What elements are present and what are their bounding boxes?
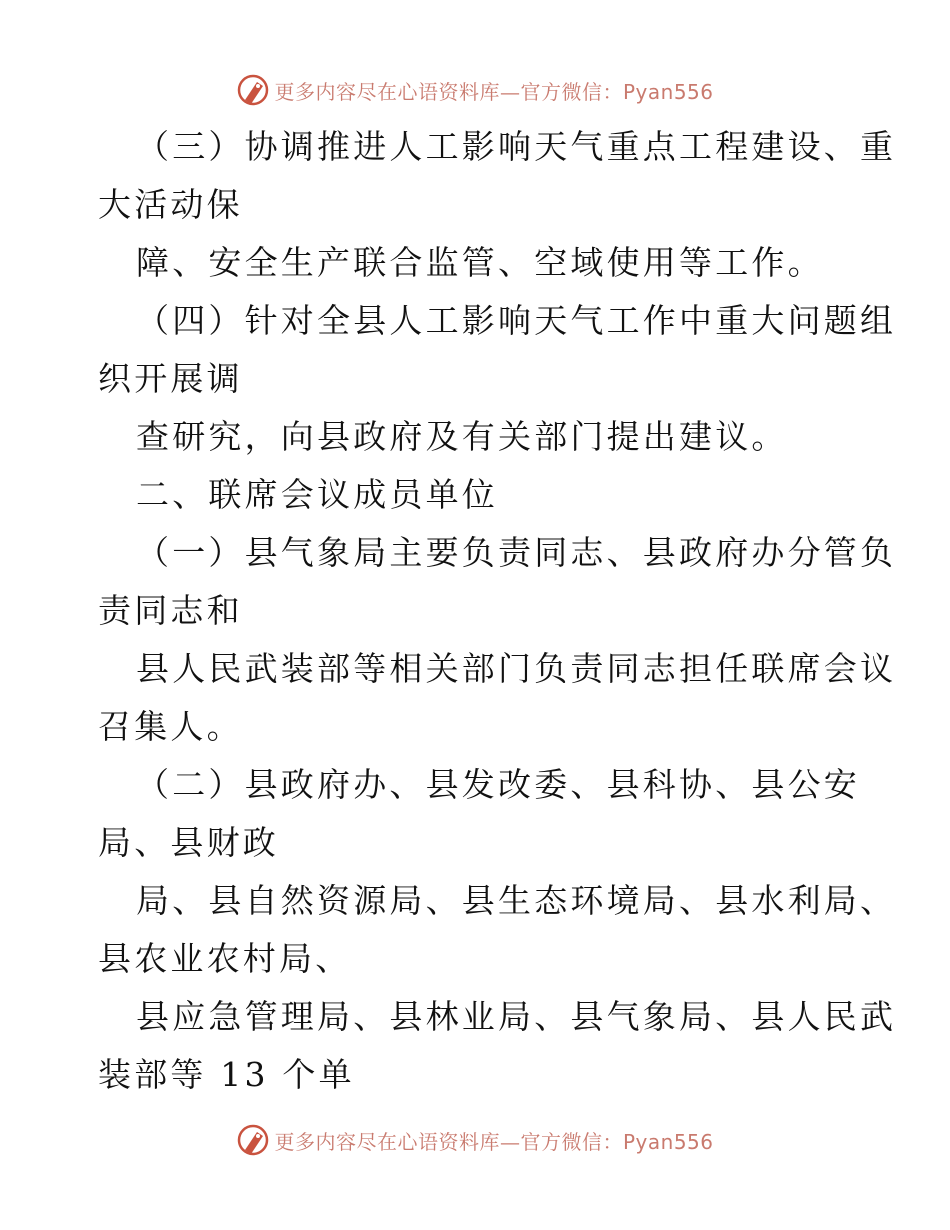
watermark-wechat-id: Pyan556	[622, 1129, 714, 1154]
paragraph-line: 局、县财政	[98, 823, 279, 862]
watermark-text	[274, 1126, 713, 1155]
watermark-label: 更多内容尽在心语资料库—官方微信：	[274, 1129, 623, 1154]
pen-nib-logo-icon	[236, 73, 270, 107]
document-body	[98, 118, 897, 1104]
paragraph-line: 县人民武装部等相关部门负责同志担任联席会议	[136, 649, 897, 688]
paragraph-line: 召集人。	[98, 707, 243, 746]
paragraph-line: 障、安全生产联合监管、空域使用等工作。	[136, 243, 824, 282]
watermark-banner-top	[0, 70, 950, 110]
paragraph-line: （二）县政府办、县发改委、县科协、县公安	[136, 765, 860, 804]
paragraph-line: 织开展调	[98, 359, 243, 398]
paragraph-line: （一）县气象局主要负责同志、县政府办分管负	[136, 533, 897, 572]
paragraph-line: 装部等 13 个单	[98, 1055, 355, 1094]
paragraph-line: 责同志和	[98, 591, 243, 630]
paragraph-line: 县农业农村局、	[98, 939, 352, 978]
paragraph-line: 查研究，向县政府及有关部门提出建议。	[136, 417, 788, 456]
section-heading: 二、联席会议成员单位	[136, 475, 498, 514]
pen-nib-logo-icon	[236, 1123, 270, 1157]
paragraph-line: 大活动保	[98, 185, 243, 224]
paragraph-line: （四）针对全县人工影响天气工作中重大问题组	[136, 301, 897, 340]
paragraph-line: （三）协调推进人工影响天气重点工程建设、重	[136, 127, 897, 166]
paragraph-line: 局、县自然资源局、县生态环境局、县水利局、	[136, 881, 897, 920]
watermark-text	[274, 76, 713, 105]
paragraph-line: 县应急管理局、县林业局、县气象局、县人民武	[136, 997, 897, 1036]
watermark-wechat-id: Pyan556	[622, 79, 714, 104]
watermark-label: 更多内容尽在心语资料库—官方微信：	[274, 79, 623, 104]
watermark-banner-bottom	[0, 1120, 950, 1160]
